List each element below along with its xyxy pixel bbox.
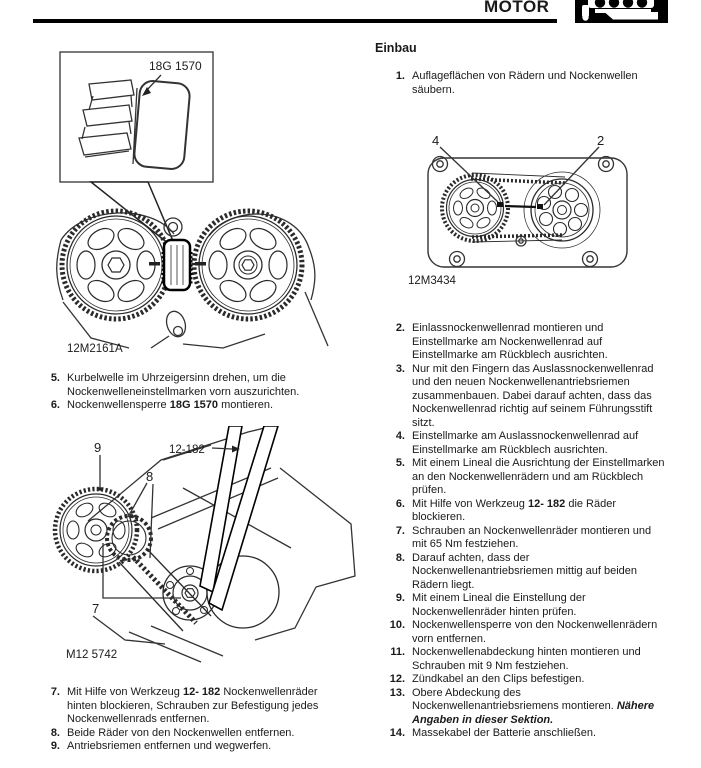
housing-outline [428,157,627,268]
belt-stud-inner [169,223,178,232]
callout-9-dot [98,487,102,491]
step-number: 14. [389,727,405,739]
steps-7-9 [34,686,329,754]
timing-mark-right [195,262,206,266]
callout-9: 9 [94,440,102,455]
callout-4: 4 [432,133,440,148]
figure1-code: 12M2161A [67,343,123,355]
step-text: Obere Abdeckung des Nockenwellenantriebsriemens montieren. Nähere Angaben in dieser Sektion. [412,686,655,726]
step-number: 5. [50,372,60,384]
timing-mark-exhaust [537,204,543,209]
step-text: Auflageflächen von Rädern und Nockenwellen säubern. [412,70,638,96]
small-gear-and-belt [107,516,211,631]
step-1-block [379,70,674,97]
inlet-camshaft-gear [442,175,508,241]
lock-tool-drawing [79,80,191,170]
step-text: Einlassnockenwellenrad montieren und Einstellmarke am Nockenwellenrad auf Einstellmarke am Rückblech ausrichten. [412,322,608,361]
step-12 [379,673,674,687]
step-text: Nockenwellensperre 18G 1570 montieren. [67,399,274,411]
engine-icon [575,0,668,23]
step-number: 6. [50,399,60,411]
step-number: 13. [389,686,405,699]
step-9 [379,592,674,619]
step-number: 8. [50,726,60,739]
step-number: 2. [395,322,405,334]
figure3-code: 12M3434 [408,275,456,287]
step-6 [34,399,329,413]
callout-4-line [440,147,498,202]
callout-2: 2 [597,133,605,148]
step-14 [379,727,674,741]
figure-gear-blocking-M12-5742 [33,426,363,666]
step-text: Mit Hilfe von Werkzeug 12- 182 Nockenwellenräder hinten blockieren, Schrauben zur Befestigung jedes Nockenwellenrads entfernen. [67,686,319,725]
step-9 [34,740,329,754]
page-title: MOTOR [484,0,550,16]
step-10 [379,619,674,646]
step-text: Beide Räder von den Nockenwellen entfernen. [67,726,295,739]
figure-timing-marks-12M3434 [400,128,695,292]
step-7 [34,686,329,727]
section-heading-einbau: Einbau [375,41,417,55]
step-13 [379,687,674,728]
step-1 [379,70,674,97]
step-7 [379,525,674,552]
inset-label-arrow [146,75,161,91]
step-text: Nockenwellensperre von den Nockenwellenrädern vorn entfernen. [412,619,658,645]
figure-camshaft-lock-12M2161A [33,48,353,360]
callout-2-line [544,147,599,205]
step-text: Massekabel der Batterie anschließen. [412,727,597,739]
step-number: 10. [389,619,405,631]
step-5 [34,372,329,399]
timing-belt-outline [57,213,328,346]
step-4 [379,430,674,457]
figure2-code: M12 5742 [66,649,118,661]
inset-label-arrowhead [142,87,151,96]
tool-label: 12-182 [169,444,205,456]
step-text: Zündkabel an den Clips befestigen. [412,673,585,685]
step-number: 7. [395,524,405,537]
step-text: Mit einem Lineal die Ausrichtung der Einstellmarken an den Nockenwellenrädern und am Rückblech prüfen. [412,457,665,496]
timing-mark-left [149,262,160,266]
callout-8: 8 [146,469,154,484]
step-number: 8. [395,551,405,564]
step-8 [379,552,674,593]
step-number: 3. [395,362,405,375]
right-camshaft-gear [194,211,302,319]
exhaust-camshaft-pulley [524,172,600,248]
step-number: 1. [395,70,405,82]
step-2 [379,322,674,363]
step-number: 5. [395,457,405,469]
inset-tool-label: 18G 1570 [149,59,202,73]
step-6 [379,498,674,525]
step-number: 9. [50,740,60,752]
callout-7: 7 [92,601,100,616]
steps-2-14 [379,322,674,741]
header-rule [33,19,557,23]
step-text: Kurbelwelle im Uhrzeigersinn drehen, um die Nockenwelleneinstellmarken vorn auszurichten. [67,372,300,398]
step-8 [34,727,329,741]
step-number: 7. [50,686,60,698]
timing-mark-inlet [497,202,503,207]
step-3 [379,363,674,431]
step-text: Mit Hilfe von Werkzeug 12- 182 die Räder blockieren. [412,497,617,523]
step-text: Nur mit den Fingern das Auslassnockenwellenrad und den neuen Nockenwellenantriebsriemen zusammenbauen. Dabei darauf achten, dass das Nockenwellenrad richtig auf seinem Führungsstift sitzt. [412,362,654,429]
steps-5-6 [34,372,329,413]
step-text: Antriebsriemen entfernen und wegwerfen. [67,740,272,752]
lock-tool-installed [163,240,191,290]
step-text: Nockenwellenabdeckung hinten montieren und Schrauben mit 9 Nm festziehen. [412,646,641,672]
step-number: 6. [395,497,405,510]
step-number: 11. [390,646,405,658]
step-number: 12. [389,673,405,685]
alignment-line [505,206,536,207]
step-number: 9. [395,592,405,604]
step-11 [379,646,674,673]
step-text: Einstellmarke am Auslassnockenwellenrad auf Einstellmarke am Rückblech ausrichten. [412,430,639,456]
engine-icon-box [575,0,668,23]
step-text: Schrauben an Nockenwellenräder montieren und mit 65 Nm festziehen. [412,524,652,550]
step-5 [379,457,674,498]
step-text: Mit einem Lineal die Einstellung der Nockenwellenräder hinten prüfen. [412,592,586,618]
step-number: 4. [395,430,405,442]
step-text: Darauf achten, dass der Nockenwellenantriebsriemen mittig auf beiden Rädern liegt. [412,551,638,591]
tool-12-182-bars [200,426,278,610]
